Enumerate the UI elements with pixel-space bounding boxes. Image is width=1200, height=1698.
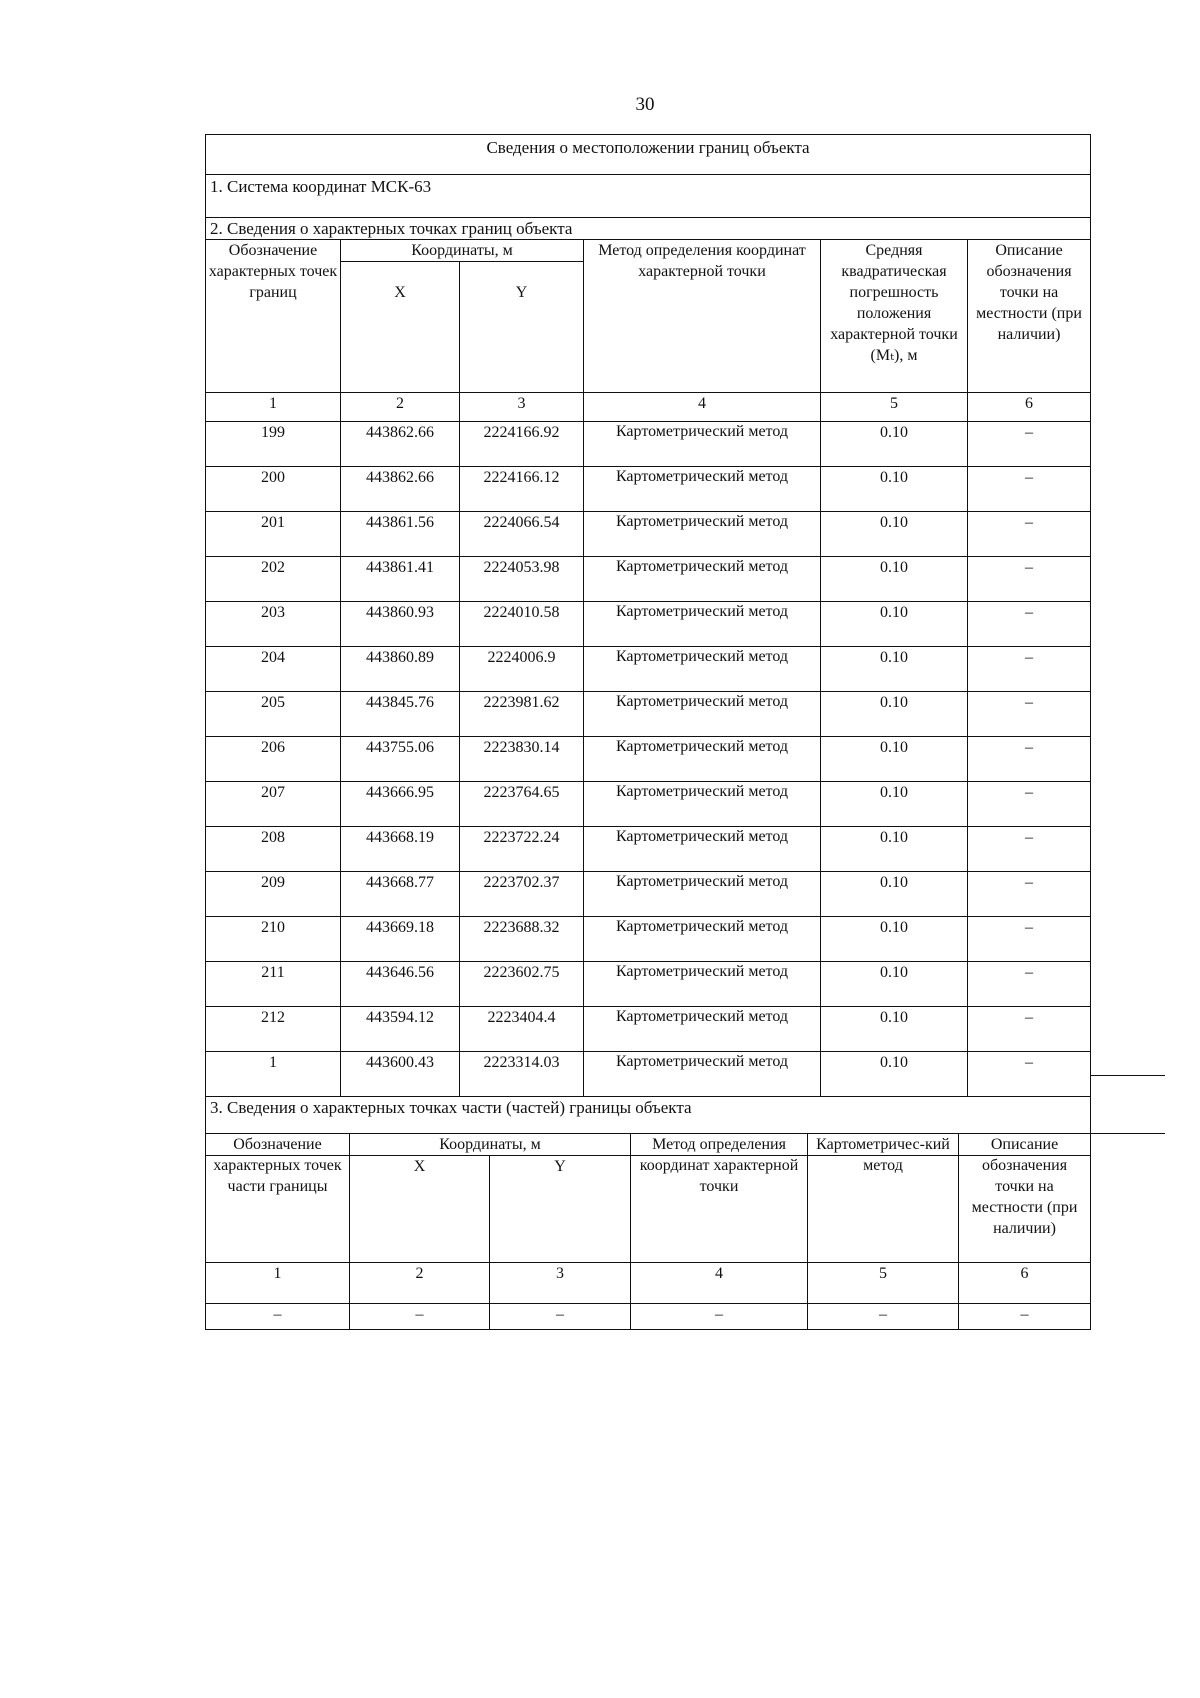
coord-y: 2224066.54 — [460, 512, 584, 557]
header-designation: Обозначение характерных точек границ — [206, 240, 341, 393]
coord-x: – — [350, 1304, 490, 1330]
method: Картометрический метод — [584, 737, 821, 782]
boundary-points-table — [205, 134, 1091, 1156]
header-coordinates: Координаты, м — [341, 240, 584, 262]
method: Картометрический метод — [584, 557, 821, 602]
coord-y: 2224006.9 — [460, 647, 584, 692]
method: Картометрический метод — [584, 1007, 821, 1052]
point-id: 211 — [206, 962, 341, 1007]
section-3-extension-line — [1090, 1133, 1165, 1134]
column-number: 2 — [341, 393, 460, 422]
column-number: 2 — [350, 1263, 490, 1304]
column-number: 6 — [959, 1263, 1091, 1304]
coord-x: 443668.19 — [341, 827, 460, 872]
table-row — [206, 647, 1091, 692]
method: Картометрический метод — [584, 602, 821, 647]
header-error: Средняя квадратическая погрешность положения характерной точки (Mₜ), м — [821, 240, 968, 393]
point-id: 200 — [206, 467, 341, 512]
column-number: 3 — [460, 393, 584, 422]
table-row — [206, 737, 1091, 782]
method: Картометрический метод — [584, 962, 821, 1007]
table-row — [206, 467, 1091, 512]
point-id: 202 — [206, 557, 341, 602]
description: – — [968, 872, 1091, 917]
point-id: 212 — [206, 1007, 341, 1052]
description: – — [968, 422, 1091, 467]
description: – — [968, 557, 1091, 602]
description: – — [968, 782, 1091, 827]
description: – — [968, 647, 1091, 692]
point-id: 203 — [206, 602, 341, 647]
description: – — [968, 1007, 1091, 1052]
point-id: 206 — [206, 737, 341, 782]
coord-y: 2223981.62 — [460, 692, 584, 737]
header3-x: X — [350, 1156, 490, 1263]
coord-x: 443646.56 — [341, 962, 460, 1007]
coord-x: 443862.66 — [341, 422, 460, 467]
coord-x: 443755.06 — [341, 737, 460, 782]
section-3-heading: 3. Сведения о характерных точках части (частей) границы объекта — [206, 1097, 1091, 1156]
coord-y: – — [490, 1304, 631, 1330]
coord-y: 2223314.03 — [460, 1052, 584, 1097]
point-id: 208 — [206, 827, 341, 872]
coord-y: 2224166.92 — [460, 422, 584, 467]
coord-x: 443861.56 — [341, 512, 460, 557]
table-row — [206, 602, 1091, 647]
description: – — [968, 737, 1091, 782]
coord-x: 443860.89 — [341, 647, 460, 692]
method: – — [631, 1304, 808, 1330]
method: Картометрический метод — [584, 692, 821, 737]
coord-y: 2224053.98 — [460, 557, 584, 602]
point-id: 204 — [206, 647, 341, 692]
point-id: 201 — [206, 512, 341, 557]
error-value: 0.10 — [821, 692, 968, 737]
coord-x: 443600.43 — [341, 1052, 460, 1097]
point-id: 1 — [206, 1052, 341, 1097]
point-id: 209 — [206, 872, 341, 917]
coord-y: 2223764.65 — [460, 782, 584, 827]
error-value: 0.10 — [821, 1052, 968, 1097]
coord-y: 2223688.32 — [460, 917, 584, 962]
coord-x: 443669.18 — [341, 917, 460, 962]
coord-x: 443862.66 — [341, 467, 460, 512]
error-value: 0.10 — [821, 1007, 968, 1052]
description: – — [968, 962, 1091, 1007]
header-method: Метод определения координат характерной точки — [584, 240, 821, 393]
header3-y: Y — [490, 1156, 631, 1263]
coord-y: 2223702.37 — [460, 872, 584, 917]
table-row — [206, 512, 1091, 557]
error-value: 0.10 — [821, 467, 968, 512]
table-row — [206, 692, 1091, 737]
header3-designation: Обозначение характерных точек части границы — [206, 1134, 350, 1263]
description: – — [968, 512, 1091, 557]
section-2-heading: 2. Сведения о характерных точках границ объекта — [206, 218, 1091, 240]
coord-x: 443845.76 — [341, 692, 460, 737]
error-value: 0.10 — [821, 557, 968, 602]
coord-y: 2223722.24 — [460, 827, 584, 872]
point-id: – — [206, 1304, 350, 1330]
error-value: 0.10 — [821, 872, 968, 917]
header3-description: Описание обозначения точки на местности (при наличии) — [959, 1134, 1091, 1263]
header-description: Описание обозначения точки на местности (при наличии) — [968, 240, 1091, 393]
coord-y: 2223830.14 — [460, 737, 584, 782]
error-value: 0.10 — [821, 422, 968, 467]
column-number: 1 — [206, 393, 341, 422]
page-number: 30 — [635, 94, 655, 115]
point-id: 199 — [206, 422, 341, 467]
description: – — [968, 1052, 1091, 1097]
error-value: 0.10 — [821, 782, 968, 827]
error-value: – — [808, 1304, 959, 1330]
column-number: 3 — [490, 1263, 631, 1304]
column-number: 1 — [206, 1263, 350, 1304]
method: Картометрический метод — [584, 1052, 821, 1097]
table-row — [206, 782, 1091, 827]
error-value: 0.10 — [821, 962, 968, 1007]
part-boundary-points-table — [205, 1133, 1091, 1330]
error-value: 0.10 — [821, 602, 968, 647]
method: Картометрический метод — [584, 872, 821, 917]
error-value: 0.10 — [821, 917, 968, 962]
coord-x: 443594.12 — [341, 1007, 460, 1052]
table-row — [206, 422, 1091, 467]
description: – — [968, 602, 1091, 647]
method: Картометрический метод — [584, 647, 821, 692]
description: – — [968, 467, 1091, 512]
coord-y: 2223404.4 — [460, 1007, 584, 1052]
coord-x: 443860.93 — [341, 602, 460, 647]
method: Картометрический метод — [584, 422, 821, 467]
method: Картометрический метод — [584, 782, 821, 827]
point-id: 210 — [206, 917, 341, 962]
column-number: 4 — [631, 1263, 808, 1304]
table-row — [206, 917, 1091, 962]
coord-y: 2223602.75 — [460, 962, 584, 1007]
coord-x: 443668.77 — [341, 872, 460, 917]
column-number: 5 — [821, 393, 968, 422]
header3-method: Метод определения координат характерной точки — [631, 1134, 808, 1263]
error-value: 0.10 — [821, 647, 968, 692]
error-value: 0.10 — [821, 512, 968, 557]
method: Картометрический метод — [584, 917, 821, 962]
header-x: X — [341, 262, 460, 393]
table-row — [206, 1052, 1091, 1097]
table-row — [206, 962, 1091, 1007]
point-id: 205 — [206, 692, 341, 737]
table-title: Сведения о местоположении границ объекта — [206, 135, 1091, 175]
table-row — [206, 1304, 1091, 1330]
coordinate-system: 1. Система координат МСК-63 — [206, 175, 1091, 218]
description: – — [968, 827, 1091, 872]
header-y: Y — [460, 262, 584, 393]
column-number: 5 — [808, 1263, 959, 1304]
description: – — [968, 917, 1091, 962]
point-id: 207 — [206, 782, 341, 827]
method: Картометрический метод — [584, 512, 821, 557]
description: – — [968, 692, 1091, 737]
header3-error: Картометричес-кий метод — [808, 1134, 959, 1263]
coord-y: 2224010.58 — [460, 602, 584, 647]
section-3-extension-line — [1090, 1075, 1165, 1076]
error-value: 0.10 — [821, 827, 968, 872]
description: – — [959, 1304, 1091, 1330]
error-value: 0.10 — [821, 737, 968, 782]
table-row — [206, 872, 1091, 917]
method: Картометрический метод — [584, 467, 821, 512]
header3-coordinates: Координаты, м — [350, 1134, 631, 1156]
table-row — [206, 557, 1091, 602]
table-row — [206, 827, 1091, 872]
coord-x: 443666.95 — [341, 782, 460, 827]
column-number: 6 — [968, 393, 1091, 422]
table-row — [206, 1007, 1091, 1052]
column-number: 4 — [584, 393, 821, 422]
coord-x: 443861.41 — [341, 557, 460, 602]
method: Картометрический метод — [584, 827, 821, 872]
coord-y: 2224166.12 — [460, 467, 584, 512]
